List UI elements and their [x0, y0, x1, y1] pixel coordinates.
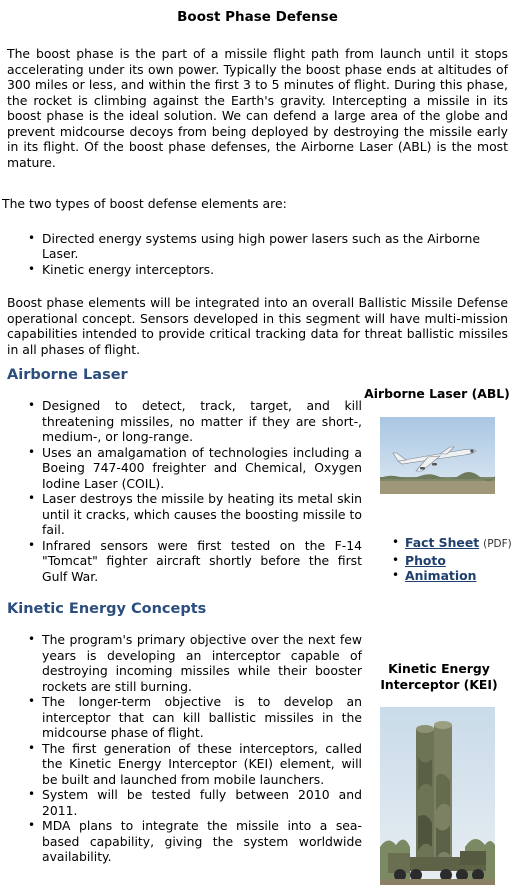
abl-photo — [380, 417, 495, 494]
list-item — [392, 535, 512, 553]
abl-links — [392, 535, 512, 584]
pdf-label: (PDF) — [483, 538, 512, 550]
airplane-photo-icon — [380, 417, 495, 494]
list-item: • MDA plans to integrate the missile into a sea-based capability, giving the system worldwide availability. — [28, 818, 362, 865]
list-item: • The program's primary objective over the next few years is developing an interceptor capable of destroying incoming missiles while their booster rockets are still burning. — [28, 632, 362, 694]
kei-photo — [380, 707, 495, 885]
types-lead: The two types of boost defense elements are: — [2, 196, 287, 211]
list-item: • Uses an amalgamation of technologies including a Boeing 747-400 freighter and Chemical, Oxygen Iodine Laser (COIL). — [28, 445, 362, 492]
list-item: • System will be tested fully between 2010 and 2011. — [28, 787, 362, 818]
page-title: Boost Phase Defense — [177, 9, 338, 25]
integration-paragraph: Boost phase elements will be integrated into an overall Ballistic Missile Defense operational concept. Sensors developed in this segment will have multi-mission capabilities intended to provide critical tracking data for threat ballistic missiles in all phases of flight. — [7, 295, 508, 357]
intro-paragraph: The boost phase is the part of a missile flight path from launch until it stops accelerating under its own power. Typically the boost phase ends at altitudes of 300 miles or less, and within the first 3 to 5 minutes of flight. During this phase, the rocket is climbing against the Earth's gravity. Intercepting a missile in its boost phase is the ideal solution. We can defend a large area of the globe and prevent midcourse decoys from being deployed by destroying the missile early in its flight. Of the boost phase defenses, the Airborne Laser (ABL) is the most mature. — [7, 46, 508, 170]
list-item: • Designed to detect, track, target, and kill threatening missiles, no matter if they are short-, medium-, or long-range. — [28, 398, 362, 445]
list-item: • Infrared sensors were first tested on the F-14 "Tomcat" fighter aircraft shortly before the first Gulf War. — [28, 538, 362, 585]
kinetic-energy-heading: Kinetic Energy Concepts — [7, 601, 207, 617]
list-item: • The first generation of these interceptors, called the Kinetic Energy Interceptor (KEI) element, will be built and launched from mobile launchers. — [28, 741, 362, 788]
list-item — [392, 568, 512, 584]
kei-caption — [364, 661, 514, 692]
kei-caption-line1: Kinetic Energy — [388, 661, 490, 676]
photo-link[interactable]: Photo — [405, 552, 446, 568]
list-item: • Directed energy systems using high power lasers such as the Airborne Laser. — [28, 231, 495, 262]
list-item: • Kinetic energy interceptors. — [28, 262, 495, 278]
airborne-laser-heading: Airborne Laser — [7, 367, 128, 383]
list-item — [392, 553, 512, 569]
kei-caption-line2: Interceptor (KEI) — [380, 676, 498, 692]
fact-sheet-link[interactable]: Fact Sheet — [405, 535, 480, 550]
airborne-laser-list — [28, 398, 362, 584]
animation-link[interactable]: Animation — [405, 568, 477, 583]
types-list — [28, 231, 495, 278]
abl-caption: Airborne Laser (ABL) — [364, 386, 510, 401]
kinetic-energy-list — [28, 632, 362, 865]
list-item: • The longer-term objective is to develop an interceptor that can kill ballistic missiles in the midcourse phase of flight. — [28, 694, 362, 741]
list-item: • Laser destroys the missile by heating its metal skin until it cracks, which causes the boosting missile to fail. — [28, 491, 362, 538]
interceptor-launcher-photo-icon — [380, 707, 495, 885]
